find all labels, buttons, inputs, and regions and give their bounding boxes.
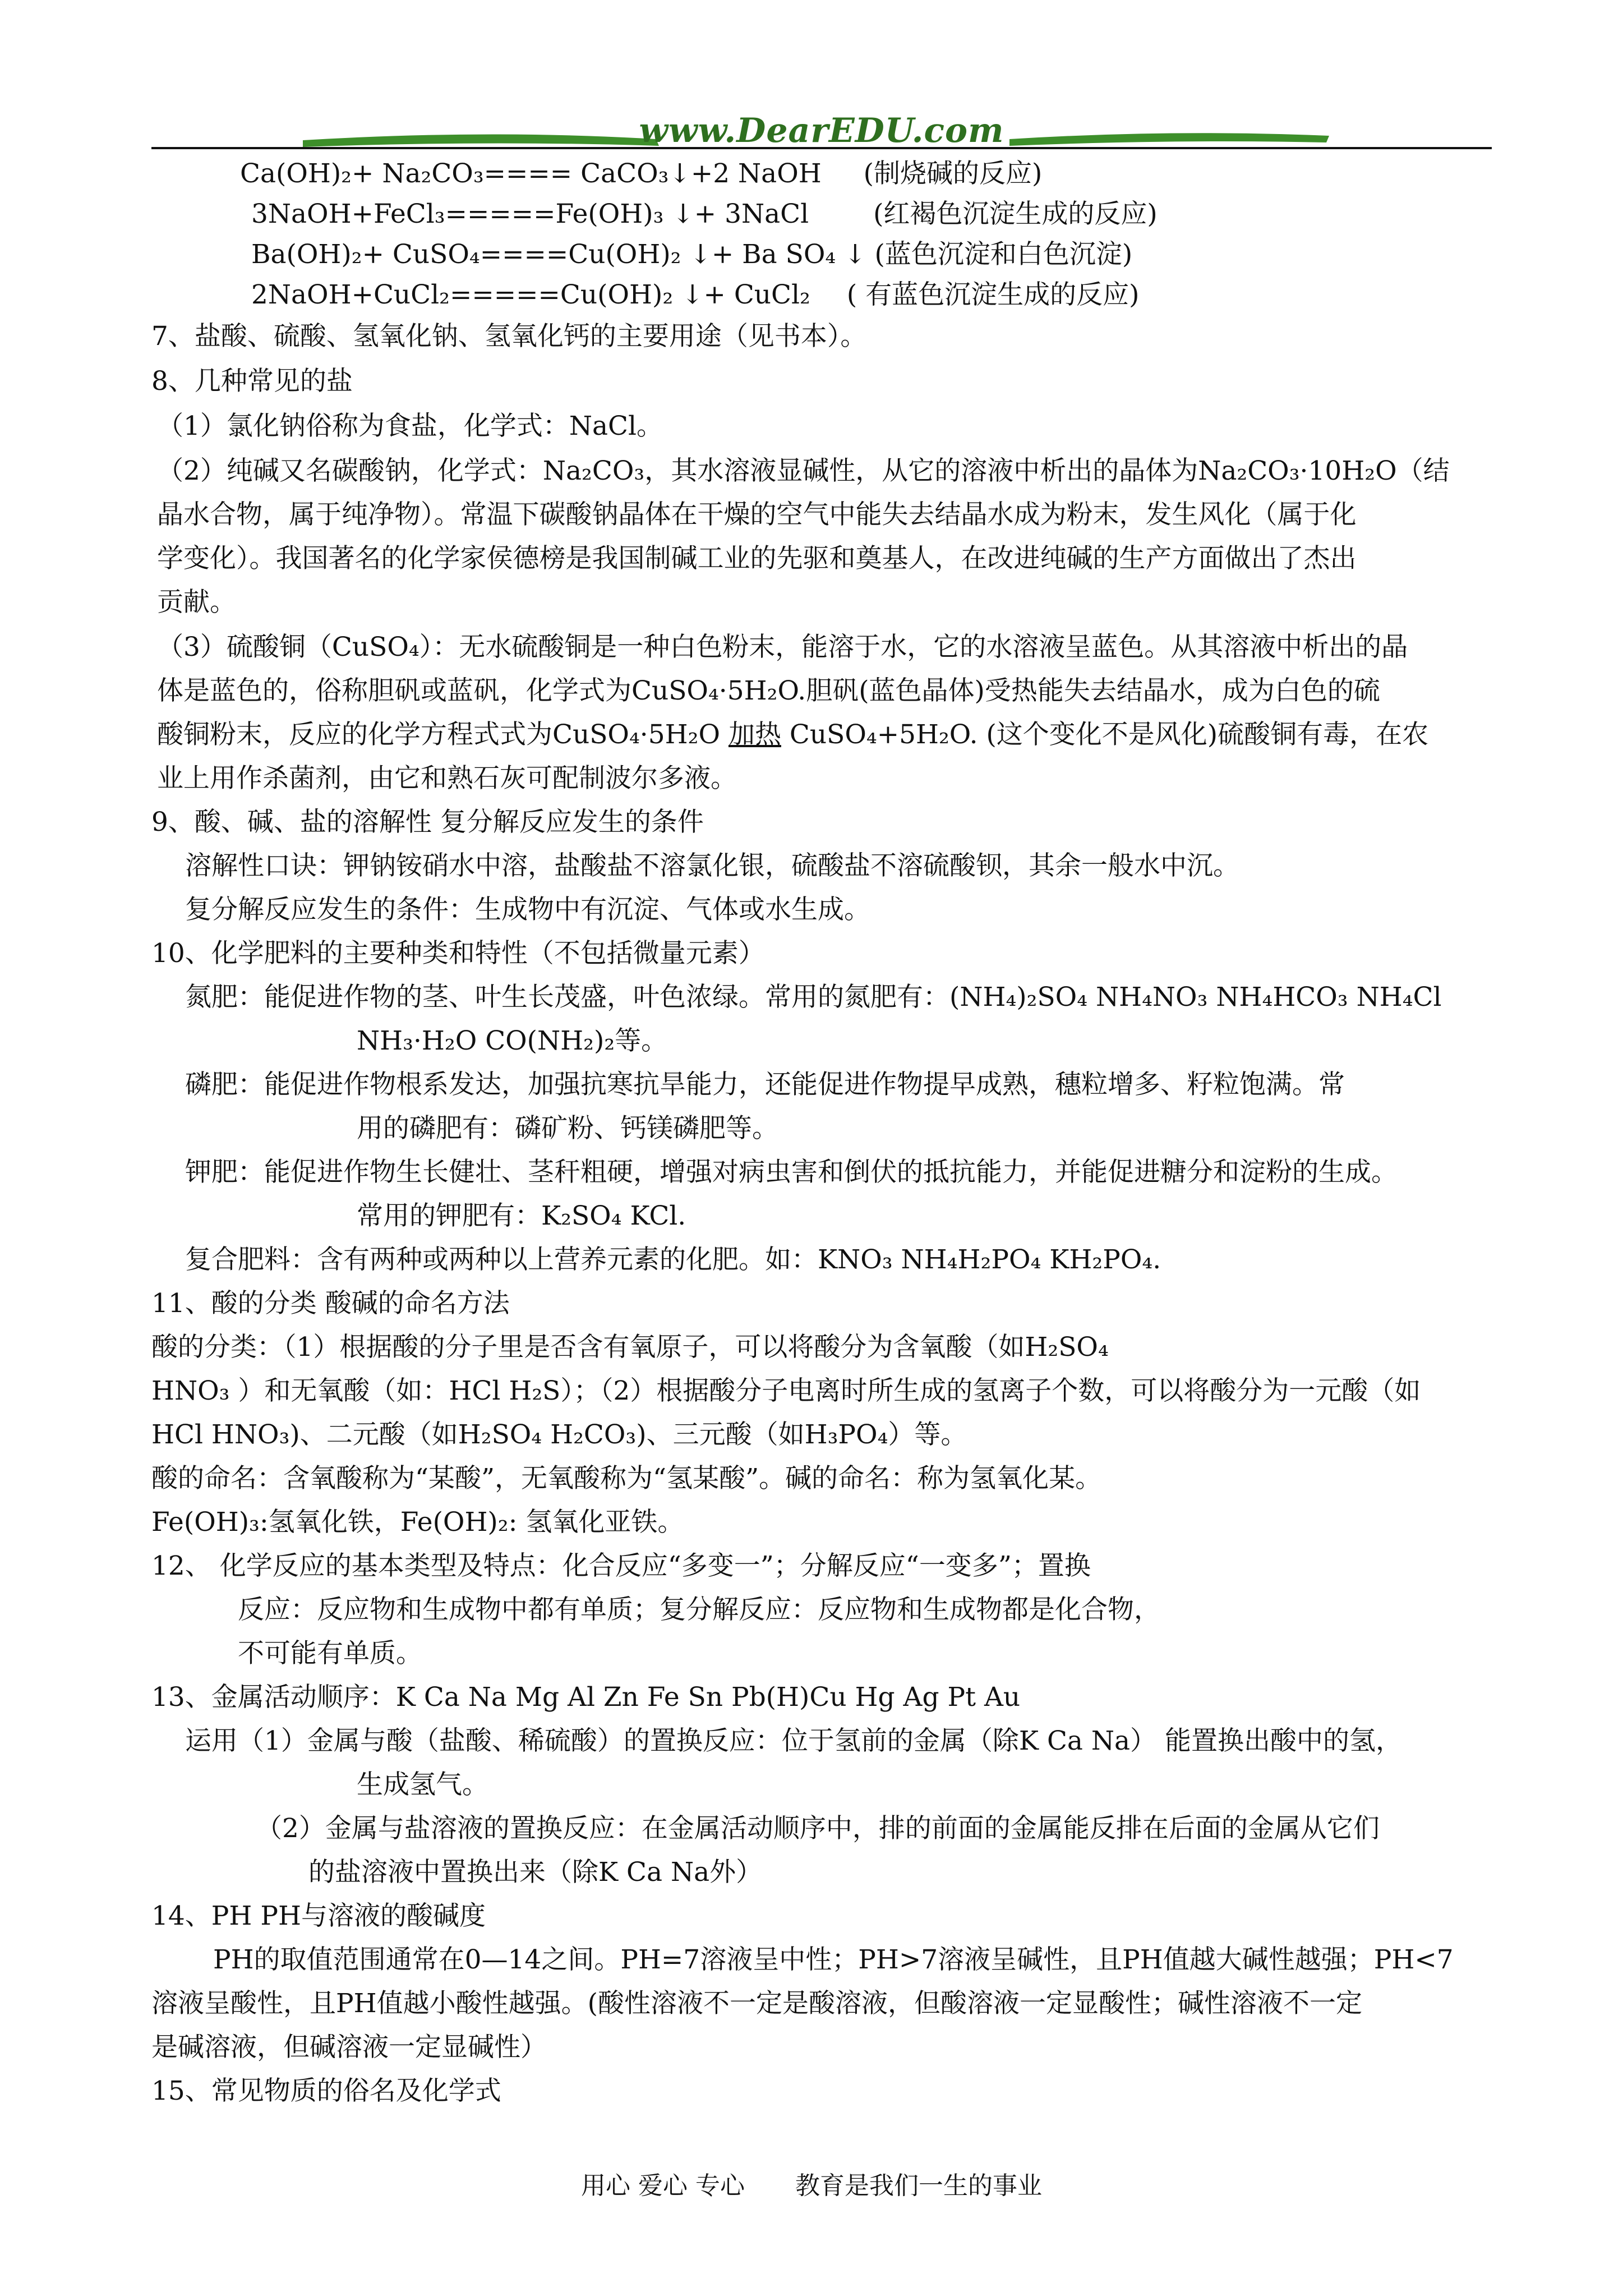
reaction-line-4: 2NaOH+CuCl₂=====Cu(OH)₂ ↓+ CuCl₂ ( 有蓝色沉淀生成的反应) [251,279,1140,310]
section-10-title: 10、化学肥料的主要种类和特性（不包括微量元素） [151,938,765,969]
nitrogen-fertilizer-line1: 氮肥：能促进作物的茎、叶生长茂盛，叶色浓绿。常用的氮肥有：(NH₄)₂SO₄ NH₄NO₃ NH₄HCO₃ NH₄Cl [185,982,1442,1013]
section-12-line3: 不可能有单质。 [238,1638,422,1669]
reaction-line-3: Ba(OH)₂+ CuSO₄====Cu(OH)₂ ↓+ Ba SO₄ ↓ (蓝色沉淀和白色沉淀) [251,239,1133,270]
page-header [151,107,1492,163]
section-13-line1: 运用（1）金属与酸（盐酸、稀硫酸）的置换反应：位于氢前的金属（除K Ca Na） 能置换出酸中的氢， [185,1726,1402,1756]
reaction-line-2: 3NaOH+FeCl₃=====Fe(OH)₃ ↓+ 3NaCl (红褐色沉淀生成的反应) [251,199,1158,229]
section-8-title: 8、几种常见的盐 [151,366,353,397]
section-15-title: 15、常见物质的俗名及化学式 [151,2076,501,2106]
section-14-line2: 溶液呈酸性，且PH值越小酸性越强。(酸性溶液不一定是酸溶液，但酸溶液一定显酸性；碱性溶液不一定 [151,1988,1362,2019]
page-footer [0,2165,1623,2201]
heating-condition-label: 加热 [728,719,781,750]
section-8-p3-line4: 业上用作杀菌剂，由它和熟石灰可配制波尔多液。 [157,763,737,794]
section-14-line3: 是碱溶液，但碱溶液一定显碱性） [151,2032,547,2063]
section-11-line4: 酸的命名：含氧酸称为“某酸”，无氧酸称为“氢某酸”。碱的命名：称为氢氧化某。 [151,1463,1102,1494]
section-11-line1: 酸的分类：（1）根据酸的分子里是否含有氧原子，可以将酸分为含氧酸（如H₂SO₄ [151,1332,1109,1363]
section-12-line2: 反应：反应物和生成物中都有单质；复分解反应：反应物和生成物都是化合物， [238,1594,1160,1625]
section-8-p3-line2: 体是蓝色的，俗称胆矾或蓝矾，化学式为CuSO₄·5H₂O.胆矾(蓝色晶体)受热能失去结晶水，成为白色的硫 [157,675,1380,706]
section-13-line2: 生成氢气。 [357,1769,488,1800]
section-11-line2: HNO₃ ）和无氧酸（如：HCl H₂S）；（2）根据酸分子电离时所生成的氢离子个数，可以将酸分为一元酸（如 [151,1375,1421,1406]
section-8-p2-line1: （2）纯碱又名碳酸钠，化学式：Na₂CO₃，其水溶液显碱性，从它的溶液中析出的晶体为Na₂CO₃·10H₂O（结 [157,455,1450,486]
header-rule [151,147,1492,149]
section-11-title: 11、酸的分类 酸碱的命名方法 [151,1288,510,1319]
potash-fertilizer-line2: 常用的钾肥有：K₂SO₄ KCl. [357,1200,686,1231]
phosphate-fertilizer-line2: 用的磷肥有：磷矿粉、钙镁磷肥等。 [357,1113,778,1144]
section-14-line1: PH的取值范围通常在0—14之间。PH=7溶液呈中性；PH>7溶液呈碱性，且PH值越大碱性越强；PH<7 [213,1944,1454,1975]
section-9-line1: 溶解性口诀：钾钠铵硝水中溶，盐酸盐不溶氯化银，硫酸盐不溶硫酸钡，其余一般水中沉。 [185,850,1239,881]
section-11-line3: HCl HNO₃)、二元酸（如H₂SO₄ H₂CO₃)、三元酸（如H₃PO₄）等。 [151,1419,967,1450]
section-9-title: 9、酸、碱、盐的溶解性 复分解反应发生的条件 [151,807,704,838]
section-14-title: 14、PH PH与溶液的酸碱度 [151,1901,486,1931]
compound-fertilizer-line: 复合肥料：含有两种或两种以上营养元素的化肥。如：KNO₃ NH₄H₂PO₄ KH₂PO₄. [185,1244,1161,1275]
section-9-line2: 复分解反应发生的条件：生成物中有沉淀、气体或水生成。 [185,894,870,925]
footer-slogan-right: 教育是我们一生的事业 [795,2171,1042,2200]
section-13-title: 13、金属活动顺序：K Ca Na Mg Al Zn Fe Sn Pb(H)Cu Hg Ag Pt Au [151,1682,1021,1713]
site-logo-text: www.DearEDU.com [639,111,1004,150]
section-8-p3-line3: 酸铜粉末，反应的化学方程式式为CuSO₄·5H₂O 加热 CuSO₄+5H₂O. (这个变化不是风化)硫酸铜有毒，在农 [157,719,1429,750]
section-7: 7、盐酸、硫酸、氢氧化钠、氢氧化钙的主要用途（见书本）。 [151,321,867,352]
reaction-line-1: Ca(OH)₂+ Na₂CO₃==== CaCO₃↓+2 NaOH (制烧碱的反应) [240,158,1043,189]
section-8-p2-line2: 晶水合物，属于纯净物）。常温下碳酸钠晶体在干燥的空气中能失去结晶水成为粉末，发生风化（属于化 [157,499,1357,530]
section-13-line3: （2）金属与盐溶液的置换反应：在金属活动顺序中，排的前面的金属能反排在后面的金属从它们 [256,1813,1380,1844]
potash-fertilizer-line1: 钾肥：能促进作物生长健壮、茎秆粗硬，增强对病虫害和倒伏的抵抗能力，并能促进糖分和淀粉的生成。 [185,1157,1398,1188]
section-8-p1: （1）氯化钠俗称为食盐，化学式：NaCl。 [157,411,663,441]
section-8-p2-line3: 学变化）。我国著名的化学家侯德榜是我国制碱工业的先驱和奠基人，在改进纯碱的生产方面做出了杰出 [157,543,1357,574]
phosphate-fertilizer-line1: 磷肥：能促进作物根系发达，加强抗寒抗旱能力，还能促进作物提早成熟，穗粒增多、籽粒饱满。常 [185,1069,1345,1100]
section-12-line1: 12、 化学反应的基本类型及特点：化合反应“多变一”；分解反应“一变多”；置换 [151,1550,1091,1581]
footer-slogan-left: 用心 爱心 专心 [581,2171,745,2200]
section-13-line4: 的盐溶液中置换出来（除K Ca Na外） [308,1857,763,1888]
section-8-p2-line4: 贡献。 [157,587,236,618]
nitrogen-fertilizer-line2: NH₃·H₂O CO(NH₂)₂等。 [357,1025,668,1056]
section-11-line5: Fe(OH)₃:氢氧化铁，Fe(OH)₂: 氢氧化亚铁。 [151,1507,684,1538]
section-8-p3-line1: （3）硫酸铜（CuSO₄）：无水硫酸铜是一种白色粉末，能溶于水，它的水溶液呈蓝色。从其溶液中析出的晶 [157,632,1408,662]
